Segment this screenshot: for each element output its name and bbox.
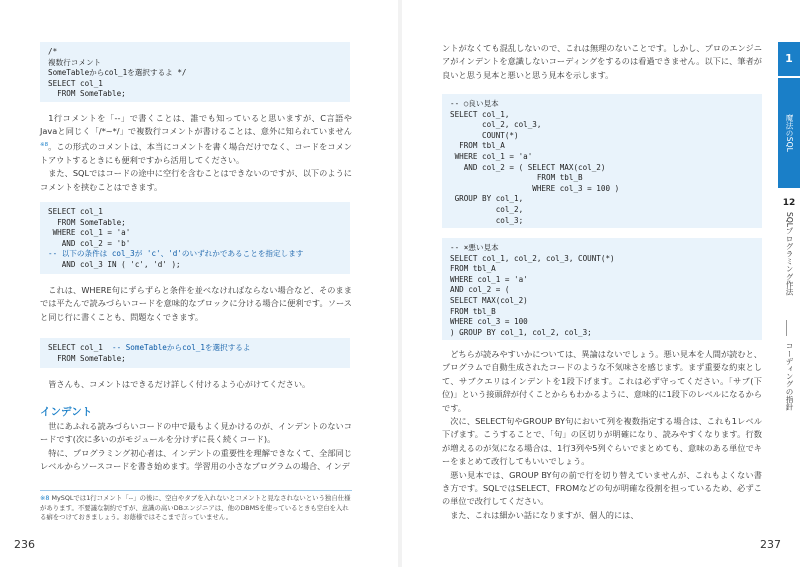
code-block-same-line-comment xyxy=(40,338,350,368)
code-line: SELECT col_1, xyxy=(450,109,510,119)
text-line: と同じ行に書くことも、問題なくできます。 xyxy=(40,311,204,322)
paragraph-comment-intro xyxy=(40,112,352,194)
code-line: WHERE col_1 = 'a' xyxy=(450,151,533,161)
paragraph-indent-examples xyxy=(442,42,762,82)
code-block-inline-comment xyxy=(40,202,350,274)
code-line: FROM SomeTable; xyxy=(48,89,126,99)
text-line: 者が良いと思う見本と悪いと思う見本を示します。 xyxy=(442,56,762,80)
text-line: 行数が増えるのが気になる場合は、1行3列や5列ぐらいでまとめても、意味のある単 xyxy=(442,429,762,453)
code-line: AND col_2 = 'b' xyxy=(48,238,131,248)
text-line: 位)」という接頭辞が付くことからもわかるように、意味的に1段下のレベルになる xyxy=(442,389,746,400)
code-line: FROM tbl_A xyxy=(450,141,505,151)
section-title: SQLプログラミング作法 xyxy=(785,212,794,296)
code-line: FROM tbl_B xyxy=(450,173,583,183)
code-line: SELECT col_1, col_2, col_3, COUNT(*) xyxy=(450,253,615,263)
text-line: するときにも便利ですから活用してください。 xyxy=(72,154,245,165)
text-line: コメントを挟むことはできます。 xyxy=(40,181,163,192)
chapter-number-tab[interactable]: 1 xyxy=(778,42,800,76)
right-page xyxy=(402,0,800,567)
footnote-line: MySQLでは1行コメント「--」の後に、空白やタブを入れないとコメントと見なされないという独自仕様が xyxy=(40,494,351,512)
text-line: 特に、プログラミング初心者は、インデントの重要性を理解できなくて、全部同じ xyxy=(48,447,352,458)
section-number: 12 xyxy=(782,198,796,208)
code-comment: -- SomeTableからcol_1を選択するよ xyxy=(102,343,251,352)
code-line: WHERE col_3 = 100 xyxy=(450,317,528,327)
code-line: FROM SomeTable; xyxy=(48,217,126,227)
code-line: FROM tbl_A xyxy=(450,264,496,274)
footnote xyxy=(40,494,352,523)
subsection-title: コーディングの指針 xyxy=(785,342,794,411)
text-line: して、サブクエリはインデントを1段下げます。これは必ず守ってください。「サブ(下 xyxy=(442,362,762,386)
text-line: 位でキーをまとめて改行してもいいでしょう。 xyxy=(442,442,762,467)
footnote-line: る癖をつけておきましょう。お蔭様ではそこまで言っていません。 xyxy=(40,513,233,522)
code-line: 複数行コメント xyxy=(48,57,102,67)
code-line: SELECT MAX(col_2) xyxy=(450,295,528,305)
footnote-mark: ※8 xyxy=(40,494,50,502)
text-line: 皆さんも、コメントはできるだけ詳しく付けるよう心がけてください。 xyxy=(48,379,311,389)
code-line: AND col_2 = ( xyxy=(450,285,510,295)
text-line: コードです(次に多いのがモジュールを分けずに長く続くコード)。 xyxy=(40,421,352,445)
text-line: では平たんで読みづらいコードを意味的なブロックに分ける場合に便利です。ソース xyxy=(40,298,352,309)
page-number-left: 236 xyxy=(14,538,35,551)
text-line: 世にあふれる読みづらいコードの中で最もよく見かけるのが、インデントのない xyxy=(48,421,344,431)
text-line: また、SQLではコードの途中に空行を含むことはできないのですが、以下のように xyxy=(48,168,352,179)
code-line: COUNT(*) xyxy=(450,130,519,140)
footnote-line: あります。不要議な制約ですが、意識の高いDBエンジニアは、他のDBMSを使っているときも空白を入れ xyxy=(46,503,349,512)
paragraph-comment-advice xyxy=(40,378,352,391)
code-line: AND col_2 = ( SELECT MAX(col_2) xyxy=(450,162,606,172)
page-number-right: 237 xyxy=(760,538,781,551)
text-line: レベルからソースコードを書き始めます。学習用の小さなプログラムの場合、インデ xyxy=(40,461,350,472)
code-line: SELECT col_1 xyxy=(48,343,103,352)
footnote-divider xyxy=(40,490,352,491)
code-line: col_2, xyxy=(450,204,524,214)
code-line: /* xyxy=(48,47,58,56)
code-comment: -- 以下の条件は col_3が 'c'、'd'のいずれかであることを指定します xyxy=(48,249,304,259)
paragraph-comment-usage xyxy=(40,284,352,324)
text-line: これは、WHERE句にずらずらと条件を並べなければならない場合など、そのまま xyxy=(48,285,352,295)
code-line: -- ○良い見本 xyxy=(450,99,499,108)
sidebar-divider xyxy=(786,320,787,336)
code-line: AND col_3 IN ( 'c', 'd' ); xyxy=(48,259,181,269)
text-line: プログラムで自動生成されたコードのような不気味さを感じます。まず重要な約束と xyxy=(442,362,754,373)
chapter-sidebar xyxy=(778,42,800,552)
code-line: ) GROUP BY col_1, col_2, col_3; xyxy=(450,327,592,337)
code-line: FROM SomeTable; xyxy=(48,353,126,363)
text-line: ベル下げます。こうすることで、「句」の区切りが明確になり、読みやすくなります。 xyxy=(442,416,762,440)
code-block-multiline-comment xyxy=(40,42,350,102)
code-line: WHERE col_3 = 100 ) xyxy=(450,183,620,193)
text-line: と同じく「/*~*/」で複数行コメントが書けることは、意外に知られていません xyxy=(57,126,352,137)
code-line: SELECT col_1 xyxy=(48,78,103,88)
chapter-title-tab[interactable]: 魔法のSQL xyxy=(778,78,800,188)
paragraph-indent-intro xyxy=(40,420,352,474)
code-block-bad-example xyxy=(442,238,762,340)
text-line: 次に、SELECT句やGROUP BY句において列を複数指定する場合は、これも1レ xyxy=(450,416,746,427)
code-line: WHERE col_1 = 'a' xyxy=(48,228,131,238)
text-line: 書き方です。SQLではSELECT、FROMなどの句が明確な役割を担っているため、 xyxy=(442,469,762,494)
text-line: 1行コメントを「--」で書くことは、誰でも知っていると思いますが、C言語やJava xyxy=(40,113,352,137)
code-line: col_3; xyxy=(450,215,524,225)
paragraph-indent-rules xyxy=(442,348,762,522)
code-line: -- ×悪い見本 xyxy=(450,243,499,252)
footnote-ref[interactable]: ※8 xyxy=(40,141,49,148)
text-line: 形式のコメントは、本当にコメントを書く場合だけでなく、コードをコメントアウト xyxy=(40,141,352,165)
text-line: からです。 xyxy=(442,389,762,413)
text-line: また、これは細かい話になりますが、個人的には、 xyxy=(450,509,639,520)
code-block-good-example xyxy=(442,94,762,228)
text-line: どちらが読みやすいかについては、異論はないでしょう。悪い見本を人間が読むと、 xyxy=(450,349,762,359)
code-line: col_2, col_3, xyxy=(450,120,542,130)
text-line: 。この xyxy=(48,141,73,152)
section-heading-indent: インデント xyxy=(40,406,93,418)
code-line: GROUP BY col_1, xyxy=(450,194,524,204)
text-line: 悪い見本では、GROUP BY句の前で行を切り替えていませんが、これもよくない xyxy=(450,469,754,480)
code-line: FROM tbl_B xyxy=(450,306,496,316)
text-line: ニアがインデントを意識しないコーディングをするのは看過できません。以下に、筆 xyxy=(442,43,762,67)
text-line: ントがなくても混乱しないので、これは無理のないことです。しかし、プロのエンジ xyxy=(442,43,754,53)
left-page xyxy=(0,0,398,567)
code-line: SELECT col_1 xyxy=(48,207,103,216)
code-line: WHERE col_1 = 'a' xyxy=(450,274,528,284)
code-line: SomeTableからcol_1を選択するよ */ xyxy=(48,68,187,78)
text-line: 必ずこの単位で改行してください。 xyxy=(442,483,762,507)
